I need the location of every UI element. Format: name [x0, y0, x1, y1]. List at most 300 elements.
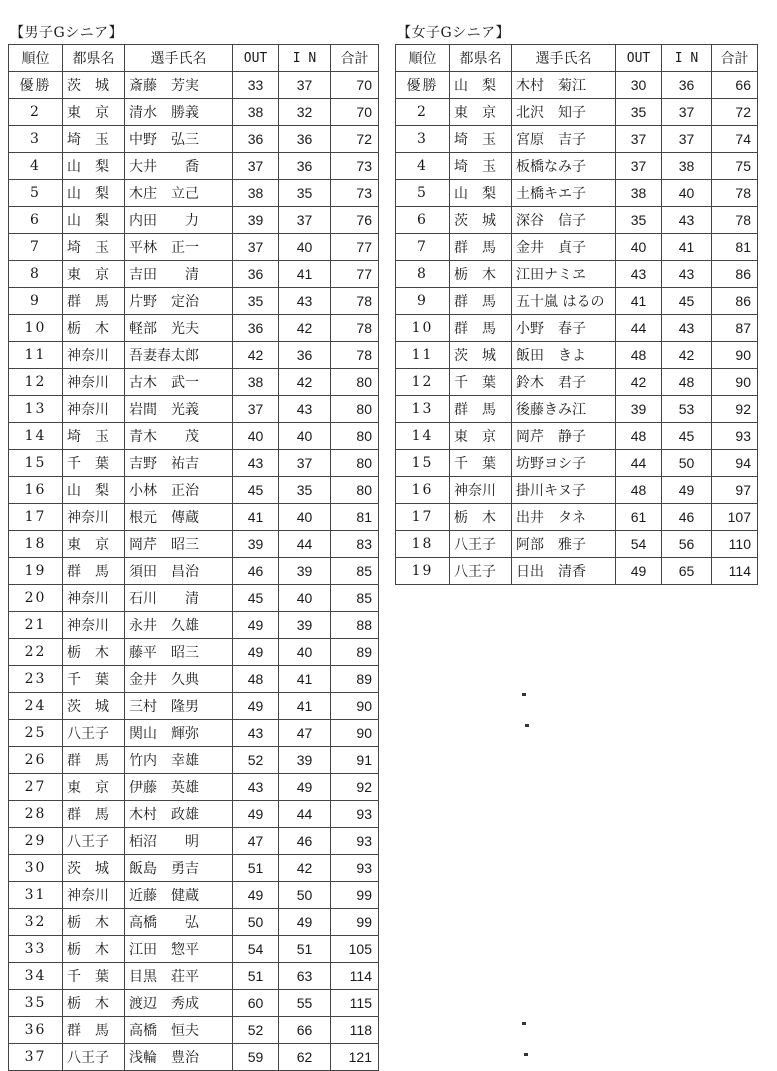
in-score-cell: 38: [662, 153, 712, 180]
player-name-cell: 出井 タネ: [512, 504, 616, 531]
out-score-cell: 49: [233, 693, 279, 720]
total-score-cell: 74: [712, 126, 758, 153]
in-score-cell: 40: [279, 234, 331, 261]
in-score-cell: 43: [279, 288, 331, 315]
table-row: [9, 261, 379, 288]
player-name-cell: 内田 力: [125, 207, 233, 234]
women-header-row: [396, 45, 758, 72]
rank-cell: 5: [9, 180, 63, 207]
player-name-cell: 片野 定治: [125, 288, 233, 315]
prefecture-cell: 神奈川: [450, 477, 512, 504]
player-name-cell: 木庄 立己: [125, 180, 233, 207]
in-score-cell: 43: [662, 261, 712, 288]
prefecture-cell: 神奈川: [63, 396, 125, 423]
total-score-cell: 118: [331, 1017, 379, 1044]
player-name-cell: 藤平 昭三: [125, 639, 233, 666]
player-name-cell: 江田 惣平: [125, 936, 233, 963]
player-name-cell: 岩間 光義: [125, 396, 233, 423]
out-score-cell: 43: [233, 720, 279, 747]
player-name-cell: 木村 政雄: [125, 801, 233, 828]
in-score-cell: 53: [662, 396, 712, 423]
rank-cell: 4: [396, 153, 450, 180]
player-name-cell: 板橋なみ子: [512, 153, 616, 180]
prefecture-cell: 神奈川: [63, 342, 125, 369]
in-score-cell: 40: [662, 180, 712, 207]
rank-cell: 12: [9, 369, 63, 396]
out-score-cell: 35: [233, 288, 279, 315]
in-score-cell: 49: [279, 774, 331, 801]
scan-speck: [525, 724, 529, 727]
in-score-cell: 49: [279, 909, 331, 936]
table-row: [9, 801, 379, 828]
player-name-cell: 須田 昌治: [125, 558, 233, 585]
out-score-cell: 40: [616, 234, 662, 261]
rank-cell: 21: [9, 612, 63, 639]
rank-cell: 15: [396, 450, 450, 477]
rank-cell: 16: [9, 477, 63, 504]
out-score-cell: 51: [233, 963, 279, 990]
total-score-cell: 89: [331, 639, 379, 666]
prefecture-cell: 埼 玉: [63, 423, 125, 450]
player-name-cell: 江田ナミヱ: [512, 261, 616, 288]
in-score-cell: 37: [279, 450, 331, 477]
rank-cell: 14: [9, 423, 63, 450]
prefecture-cell: 八王子: [450, 531, 512, 558]
prefecture-cell: 茨 城: [63, 855, 125, 882]
total-score-cell: 90: [331, 693, 379, 720]
total-score-cell: 80: [331, 396, 379, 423]
table-row: [9, 531, 379, 558]
player-name-cell: 古木 武一: [125, 369, 233, 396]
rank-cell: 13: [9, 396, 63, 423]
rank-cell: 2: [9, 99, 63, 126]
prefecture-cell: 東 京: [63, 261, 125, 288]
prefecture-cell: 栃 木: [450, 261, 512, 288]
prefecture-cell: 山 梨: [63, 180, 125, 207]
rank-cell: 7: [396, 234, 450, 261]
out-score-cell: 44: [616, 315, 662, 342]
table-row: [9, 288, 379, 315]
total-score-cell: 86: [712, 261, 758, 288]
women-results-table: [395, 44, 758, 585]
rank-cell: 34: [9, 963, 63, 990]
prefecture-cell: 山 梨: [450, 72, 512, 99]
col-header-out: OUT: [233, 45, 279, 72]
table-row: [9, 747, 379, 774]
total-score-cell: 81: [712, 234, 758, 261]
total-score-cell: 115: [331, 990, 379, 1017]
prefecture-cell: 栃 木: [63, 315, 125, 342]
prefecture-cell: 神奈川: [63, 882, 125, 909]
table-row: [9, 1044, 379, 1071]
rank-cell: 32: [9, 909, 63, 936]
rank-cell: 15: [9, 450, 63, 477]
total-score-cell: 78: [331, 288, 379, 315]
total-score-cell: 87: [712, 315, 758, 342]
total-score-cell: 77: [331, 234, 379, 261]
out-score-cell: 36: [233, 261, 279, 288]
out-score-cell: 43: [233, 774, 279, 801]
rank-cell: 37: [9, 1044, 63, 1071]
prefecture-cell: 群 馬: [450, 396, 512, 423]
player-name-cell: 中野 弘三: [125, 126, 233, 153]
out-score-cell: 41: [233, 504, 279, 531]
table-row: [396, 234, 758, 261]
table-row: [396, 396, 758, 423]
total-score-cell: 90: [331, 720, 379, 747]
out-score-cell: 35: [616, 99, 662, 126]
table-row: [396, 126, 758, 153]
in-score-cell: 41: [662, 234, 712, 261]
prefecture-cell: 群 馬: [63, 801, 125, 828]
player-name-cell: 目黒 荘平: [125, 963, 233, 990]
prefecture-cell: 栃 木: [63, 990, 125, 1017]
total-score-cell: 73: [331, 180, 379, 207]
total-score-cell: 85: [331, 558, 379, 585]
total-score-cell: 99: [331, 909, 379, 936]
player-name-cell: 吾妻春太郎: [125, 342, 233, 369]
player-name-cell: 平林 正一: [125, 234, 233, 261]
table-row: [396, 153, 758, 180]
table-row: [9, 666, 379, 693]
prefecture-cell: 山 梨: [63, 207, 125, 234]
col-header-prefecture: 都県名: [63, 45, 125, 72]
scan-speck: [522, 1022, 526, 1025]
prefecture-cell: 群 馬: [63, 288, 125, 315]
out-score-cell: 33: [233, 72, 279, 99]
out-score-cell: 30: [616, 72, 662, 99]
total-score-cell: 107: [712, 504, 758, 531]
table-row: [396, 261, 758, 288]
total-score-cell: 80: [331, 450, 379, 477]
in-score-cell: 65: [662, 558, 712, 585]
table-row: [9, 693, 379, 720]
out-score-cell: 59: [233, 1044, 279, 1071]
rank-cell: 11: [9, 342, 63, 369]
rank-cell: 7: [9, 234, 63, 261]
total-score-cell: 89: [331, 666, 379, 693]
prefecture-cell: 八王子: [450, 558, 512, 585]
player-name-cell: 飯田 きよ: [512, 342, 616, 369]
player-name-cell: 高橋 恒夫: [125, 1017, 233, 1044]
col-header-player-name: 選手氏名: [512, 45, 616, 72]
total-score-cell: 72: [331, 126, 379, 153]
in-score-cell: 37: [662, 126, 712, 153]
table-row: [396, 315, 758, 342]
total-score-cell: 75: [712, 153, 758, 180]
player-name-cell: 宮原 吉子: [512, 126, 616, 153]
in-score-cell: 49: [662, 477, 712, 504]
col-header-prefecture: 都県名: [450, 45, 512, 72]
player-name-cell: 土橋キエ子: [512, 180, 616, 207]
col-header-out: OUT: [616, 45, 662, 72]
total-score-cell: 94: [712, 450, 758, 477]
in-score-cell: 41: [279, 261, 331, 288]
prefecture-cell: 埼 玉: [63, 126, 125, 153]
rank-cell: 17: [396, 504, 450, 531]
table-row: [9, 963, 379, 990]
table-row: [9, 1017, 379, 1044]
in-score-cell: 43: [662, 207, 712, 234]
table-row: [9, 936, 379, 963]
col-header-in: I N: [662, 45, 712, 72]
player-name-cell: 小林 正治: [125, 477, 233, 504]
player-name-cell: 岡芹 静子: [512, 423, 616, 450]
women-results-section: [395, 0, 758, 585]
rank-cell: 29: [9, 828, 63, 855]
total-score-cell: 121: [331, 1044, 379, 1071]
out-score-cell: 35: [616, 207, 662, 234]
rank-cell: 6: [396, 207, 450, 234]
table-row: [396, 504, 758, 531]
total-score-cell: 85: [331, 585, 379, 612]
in-score-cell: 40: [279, 504, 331, 531]
rank-cell: 8: [9, 261, 63, 288]
total-score-cell: 80: [331, 369, 379, 396]
total-score-cell: 70: [331, 99, 379, 126]
player-name-cell: 小野 春子: [512, 315, 616, 342]
rank-cell: 4: [9, 153, 63, 180]
table-row: [9, 234, 379, 261]
rank-cell: 10: [9, 315, 63, 342]
rank-cell: 18: [9, 531, 63, 558]
rank-cell: 19: [9, 558, 63, 585]
prefecture-cell: 東 京: [63, 774, 125, 801]
rank-cell: 8: [396, 261, 450, 288]
prefecture-cell: 栃 木: [63, 909, 125, 936]
out-score-cell: 40: [233, 423, 279, 450]
player-name-cell: 高橋 弘: [125, 909, 233, 936]
in-score-cell: 42: [279, 855, 331, 882]
player-name-cell: 栢沼 明: [125, 828, 233, 855]
rank-cell: 3: [9, 126, 63, 153]
table-row: [396, 288, 758, 315]
out-score-cell: 48: [616, 477, 662, 504]
rank-cell: 優勝: [396, 72, 450, 99]
player-name-cell: 岡芹 昭三: [125, 531, 233, 558]
in-score-cell: 45: [662, 288, 712, 315]
table-row: [9, 504, 379, 531]
prefecture-cell: 山 梨: [63, 153, 125, 180]
in-score-cell: 43: [279, 396, 331, 423]
in-score-cell: 50: [279, 882, 331, 909]
out-score-cell: 52: [233, 1017, 279, 1044]
table-row: [9, 450, 379, 477]
rank-cell: 10: [396, 315, 450, 342]
in-score-cell: 41: [279, 693, 331, 720]
rank-cell: 25: [9, 720, 63, 747]
rank-cell: 18: [396, 531, 450, 558]
total-score-cell: 91: [331, 747, 379, 774]
player-name-cell: 北沢 知子: [512, 99, 616, 126]
men-section-title: 【男子Gシニア】: [10, 25, 124, 41]
table-row: [9, 639, 379, 666]
out-score-cell: 47: [233, 828, 279, 855]
table-row: [9, 477, 379, 504]
prefecture-cell: 神奈川: [63, 504, 125, 531]
rank-cell: 5: [396, 180, 450, 207]
rank-cell: 24: [9, 693, 63, 720]
col-header-rank: 順位: [396, 45, 450, 72]
in-score-cell: 42: [279, 369, 331, 396]
table-row: [396, 558, 758, 585]
table-row: [396, 99, 758, 126]
out-score-cell: 36: [233, 126, 279, 153]
prefecture-cell: 茨 城: [450, 207, 512, 234]
player-name-cell: 関山 輝弥: [125, 720, 233, 747]
rank-cell: 3: [396, 126, 450, 153]
in-score-cell: 36: [279, 126, 331, 153]
out-score-cell: 38: [233, 369, 279, 396]
table-row: [9, 828, 379, 855]
prefecture-cell: 神奈川: [63, 369, 125, 396]
out-score-cell: 38: [233, 180, 279, 207]
in-score-cell: 36: [662, 72, 712, 99]
player-name-cell: 根元 傳蔵: [125, 504, 233, 531]
player-name-cell: 永井 久雄: [125, 612, 233, 639]
rank-cell: 27: [9, 774, 63, 801]
player-name-cell: 五十嵐 はるの: [512, 288, 616, 315]
total-score-cell: 72: [712, 99, 758, 126]
table-row: [9, 99, 379, 126]
in-score-cell: 62: [279, 1044, 331, 1071]
prefecture-cell: 埼 玉: [450, 153, 512, 180]
total-score-cell: 90: [712, 342, 758, 369]
in-score-cell: 37: [279, 207, 331, 234]
col-header-rank: 順位: [9, 45, 63, 72]
rank-cell: 19: [396, 558, 450, 585]
rank-cell: 23: [9, 666, 63, 693]
rank-cell: 36: [9, 1017, 63, 1044]
in-score-cell: 44: [279, 531, 331, 558]
in-score-cell: 66: [279, 1017, 331, 1044]
player-name-cell: 石川 清: [125, 585, 233, 612]
total-score-cell: 80: [331, 477, 379, 504]
total-score-cell: 93: [331, 828, 379, 855]
table-row: [396, 180, 758, 207]
prefecture-cell: 茨 城: [63, 72, 125, 99]
rank-cell: 2: [396, 99, 450, 126]
prefecture-cell: 栃 木: [63, 639, 125, 666]
scan-speck: [524, 1053, 528, 1056]
total-score-cell: 73: [331, 153, 379, 180]
out-score-cell: 48: [616, 342, 662, 369]
in-score-cell: 41: [279, 666, 331, 693]
rank-cell: 31: [9, 882, 63, 909]
in-score-cell: 45: [662, 423, 712, 450]
rank-cell: 22: [9, 639, 63, 666]
out-score-cell: 48: [233, 666, 279, 693]
out-score-cell: 42: [233, 342, 279, 369]
prefecture-cell: 八王子: [63, 1044, 125, 1071]
table-row: [396, 369, 758, 396]
out-score-cell: 38: [616, 180, 662, 207]
col-header-in: I N: [279, 45, 331, 72]
table-row: [9, 990, 379, 1017]
in-score-cell: 35: [279, 180, 331, 207]
player-name-cell: 日出 清香: [512, 558, 616, 585]
player-name-cell: 竹内 幸雄: [125, 747, 233, 774]
player-name-cell: 近藤 健蔵: [125, 882, 233, 909]
rank-cell: 20: [9, 585, 63, 612]
in-score-cell: 51: [279, 936, 331, 963]
table-row: [9, 72, 379, 99]
total-score-cell: 76: [331, 207, 379, 234]
prefecture-cell: 東 京: [450, 99, 512, 126]
total-score-cell: 114: [712, 558, 758, 585]
table-row: [9, 585, 379, 612]
prefecture-cell: 東 京: [63, 99, 125, 126]
out-score-cell: 52: [233, 747, 279, 774]
out-score-cell: 43: [233, 450, 279, 477]
in-score-cell: 37: [662, 99, 712, 126]
table-row: [9, 207, 379, 234]
total-score-cell: 99: [331, 882, 379, 909]
in-score-cell: 40: [279, 423, 331, 450]
prefecture-cell: 千 葉: [63, 963, 125, 990]
table-row: [396, 450, 758, 477]
total-score-cell: 110: [712, 531, 758, 558]
rank-cell: 35: [9, 990, 63, 1017]
player-name-cell: 掛川キヌ子: [512, 477, 616, 504]
in-score-cell: 47: [279, 720, 331, 747]
women-section-title: 【女子Gシニア】: [397, 25, 511, 41]
prefecture-cell: 山 梨: [450, 180, 512, 207]
player-name-cell: 飯島 勇吉: [125, 855, 233, 882]
total-score-cell: 78: [712, 207, 758, 234]
out-score-cell: 37: [616, 153, 662, 180]
total-score-cell: 77: [331, 261, 379, 288]
prefecture-cell: 栃 木: [450, 504, 512, 531]
total-score-cell: 93: [331, 855, 379, 882]
table-row: [9, 612, 379, 639]
table-row: [396, 477, 758, 504]
total-score-cell: 81: [331, 504, 379, 531]
table-row: [9, 774, 379, 801]
out-score-cell: 45: [233, 585, 279, 612]
prefecture-cell: 山 梨: [63, 477, 125, 504]
table-row: [396, 72, 758, 99]
total-score-cell: 92: [331, 774, 379, 801]
player-name-cell: 坊野ヨシ子: [512, 450, 616, 477]
out-score-cell: 39: [233, 207, 279, 234]
total-score-cell: 86: [712, 288, 758, 315]
in-score-cell: 39: [279, 558, 331, 585]
total-score-cell: 70: [331, 72, 379, 99]
out-score-cell: 49: [616, 558, 662, 585]
table-row: [396, 207, 758, 234]
out-score-cell: 42: [616, 369, 662, 396]
player-name-cell: 青木 茂: [125, 423, 233, 450]
out-score-cell: 36: [233, 315, 279, 342]
col-header-player-name: 選手氏名: [125, 45, 233, 72]
prefecture-cell: 神奈川: [63, 585, 125, 612]
table-row: [396, 423, 758, 450]
table-row: [9, 882, 379, 909]
out-score-cell: 37: [233, 396, 279, 423]
in-score-cell: 36: [279, 153, 331, 180]
total-score-cell: 105: [331, 936, 379, 963]
rank-cell: 28: [9, 801, 63, 828]
in-score-cell: 44: [279, 801, 331, 828]
in-score-cell: 35: [279, 477, 331, 504]
player-name-cell: 後藤きみ江: [512, 396, 616, 423]
table-row: [9, 909, 379, 936]
table-row: [9, 720, 379, 747]
total-score-cell: 80: [331, 423, 379, 450]
out-score-cell: 61: [616, 504, 662, 531]
in-score-cell: 39: [279, 747, 331, 774]
